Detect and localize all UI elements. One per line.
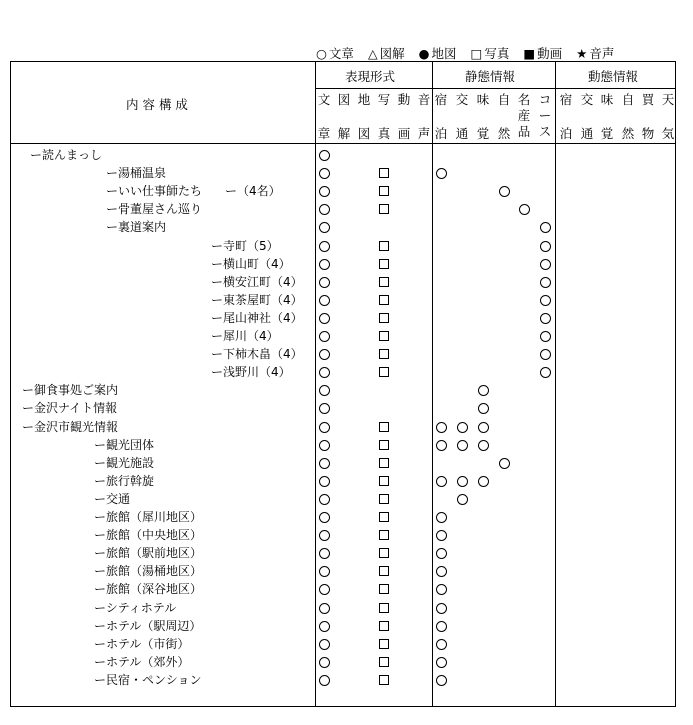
photo-mark [379,186,389,196]
header-divider [10,143,676,144]
photo-mark [379,675,389,685]
row-label: ー寺町（5） [211,238,279,253]
static-info-mark [436,548,447,559]
column-header-char: ス [538,124,552,139]
row-label: ー浅野川（4） [211,365,291,380]
photo-mark [379,331,389,341]
text-mark [319,584,330,595]
row-label: ー旅館（駅前地区） [94,546,203,561]
text-mark [319,621,330,632]
divider-static [432,61,433,707]
photo-mark [379,639,389,649]
photo-mark [379,657,389,667]
column-header-char: 名 [517,92,531,107]
text-mark [319,186,330,197]
static-info-mark [540,295,551,306]
row-label: ー交通 [94,491,131,506]
column-header-char: 図 [357,126,371,141]
row-label: ー湯桶温泉 [106,166,167,181]
static-info-mark [478,403,489,414]
static-info-mark [540,313,551,324]
column-header-char: 然 [621,126,635,141]
photo-mark [379,566,389,576]
static-info-mark [499,186,510,197]
text-mark [319,168,330,179]
text-mark [319,530,330,541]
static-info-mark [457,494,468,505]
static-info-mark [436,440,447,451]
column-header-char: 泊 [559,126,573,141]
legend-label: 写真 [484,46,510,61]
row-label: ー旅館（犀川地区） [94,510,203,524]
row-label: ー東茶屋町（4） [211,292,303,307]
photo-mark [379,313,389,323]
row-label: ー尾山神社（4） [211,310,303,325]
photo-mark [379,494,389,504]
column-header-char: 産 [517,108,531,123]
photo-mark [379,422,389,432]
column-header-char: 品 [517,124,531,139]
static-info-mark [436,476,447,487]
row-label: ー観光施設 [94,455,155,470]
static-info-mark [436,639,447,650]
static-info-mark [436,603,447,614]
row-label: ー下柿木畠（4） [211,347,303,362]
static-info-mark [540,277,551,288]
text-mark [319,657,330,668]
column-header-char: 交 [580,92,594,107]
legend-mark: □ [470,45,483,61]
column-header-char: 動 [397,92,411,107]
row-label: ー民宿・ペンション [94,672,202,687]
column-header-char: コ [538,92,552,107]
text-mark [319,422,330,433]
row-label: ー観光団体 [94,437,155,452]
row-label: ー読んまっし [30,148,103,162]
column-header-char: 真 [377,126,391,141]
text-mark [319,440,330,451]
column-header-char: 味 [476,92,490,107]
text-mark [319,639,330,650]
text-mark [319,241,330,252]
static-info-mark [457,422,468,433]
column-header-char: 通 [455,126,469,141]
photo-mark [379,168,389,178]
photo-mark [379,512,389,522]
photo-mark [379,440,389,450]
static-info-mark [457,476,468,487]
photo-mark [379,621,389,631]
column-header-char: 声 [417,126,431,141]
static-info-mark [478,476,489,487]
text-mark [319,494,330,505]
column-header-char: 宿 [559,92,573,107]
column-header-char: 味 [600,92,614,107]
static-info-mark [436,422,447,433]
text-mark [319,458,330,469]
column-header-char: 天 [661,92,675,107]
legend-item [316,44,354,62]
text-mark [319,204,330,215]
text-mark [319,259,330,270]
row-label: ー裏道案内 [106,220,167,235]
photo-mark [379,530,389,540]
static-info-mark [436,675,447,686]
legend-item [419,44,457,62]
static-info-mark [436,621,447,632]
photo-mark [379,584,389,594]
column-header-char: 章 [317,126,331,141]
static-info-mark [540,241,551,252]
legend-label: 地図 [431,46,457,61]
legend-label: 図解 [379,46,405,61]
header-dynamic: 動態情報 [588,69,639,84]
divider-expression [315,61,316,707]
row-label: ーシティホテル [94,600,177,615]
row-label: ー犀川（4） [211,329,279,343]
header-expression: 表現形式 [345,69,396,84]
photo-mark [379,548,389,558]
photo-mark [379,603,389,613]
row-label: ーホテル（郊外） [94,654,190,669]
text-mark [319,603,330,614]
row-label: ー横山町（4） [211,256,291,271]
row-label: ーいい仕事師たち [106,184,203,199]
text-mark [319,295,330,306]
text-mark [319,512,330,523]
column-header-char: 宿 [434,92,448,107]
column-header-char: 図 [337,92,351,107]
legend [316,44,614,62]
photo-mark [379,367,389,377]
static-info-mark [436,566,447,577]
legend-mark: ● [418,45,430,61]
column-header-char: 覚 [476,126,490,141]
static-info-mark [478,385,489,396]
text-mark [319,675,330,686]
column-header-char: 画 [397,126,411,141]
column-header-char: 買 [641,92,655,107]
row-extra: ー（4名） [225,184,281,199]
column-header-char: 解 [337,126,351,141]
text-mark [319,367,330,378]
legend-item [523,44,562,62]
text-mark [319,331,330,342]
column-header-char: 文 [317,92,331,107]
photo-mark [379,277,389,287]
legend-label: 文章 [328,46,354,61]
column-header-char: 物 [641,126,655,141]
row-label: ー骨董屋さん巡り [106,202,203,217]
static-info-mark [540,222,551,233]
legend-mark: ★ [576,45,588,61]
column-header-char: 気 [661,126,675,141]
text-mark [319,566,330,577]
legend-item [576,44,614,62]
text-mark [319,222,330,233]
static-info-mark [540,367,551,378]
legend-mark: ■ [523,45,536,61]
header-static: 静態情報 [465,69,516,84]
static-info-mark [436,168,447,179]
text-mark [319,313,330,324]
static-info-mark [436,584,447,595]
text-mark [319,150,330,161]
legend-label: 音声 [589,46,615,61]
column-header-char: 自 [497,92,511,107]
photo-mark [379,349,389,359]
row-label: ーホテル（駅周辺） [94,618,202,633]
photo-mark [379,458,389,468]
photo-mark [379,259,389,269]
row-label: ー御食事処ご案内 [22,383,119,398]
text-mark [319,349,330,360]
text-mark [319,548,330,559]
text-mark [319,403,330,414]
column-header-char: 地 [357,92,371,107]
text-mark [319,277,330,288]
static-info-mark [540,349,551,360]
legend-item [471,44,510,62]
row-label: ー金沢ナイト情報 [22,401,118,416]
column-header-char: 交 [455,92,469,107]
row-label: ー旅館（深谷地区） [94,582,203,597]
legend-mark: △ [367,45,378,61]
row-label: ー旅館（湯桶地区） [94,564,203,579]
static-info-mark [457,440,468,451]
text-mark [319,476,330,487]
divider-dynamic [555,61,556,707]
row-label: ー旅館（中央地区） [94,528,203,543]
column-header-char: 然 [497,126,511,141]
photo-mark [379,295,389,305]
row-label: ー金沢市観光情報 [22,419,119,434]
static-info-mark [540,331,551,342]
legend-item [368,44,405,62]
static-info-mark [540,259,551,270]
column-header-char: 写 [377,92,391,107]
static-info-mark [478,440,489,451]
column-header-char: 音 [417,92,431,107]
row-label: ー旅行斡旋 [94,473,155,488]
column-header-char: 覚 [600,126,614,141]
row-label: ーホテル（市街） [94,636,190,651]
column-header-char: 通 [580,126,594,141]
static-info-mark [519,204,530,215]
legend-label: 動画 [537,46,563,61]
static-info-mark [436,530,447,541]
row-label: ー横安江町（4） [211,274,303,289]
static-info-mark [436,512,447,523]
column-header-char: ー [538,108,552,123]
static-info-mark [436,657,447,668]
photo-mark [379,204,389,214]
column-header-char: 自 [621,92,635,107]
text-mark [319,385,330,396]
header-group-divider [315,88,676,89]
static-info-mark [478,422,489,433]
photo-mark [379,241,389,251]
static-info-mark [499,458,510,469]
header-content: 内 容 構 成 [126,97,188,112]
photo-mark [379,476,389,486]
legend-mark: ○ [316,45,327,61]
column-header-char: 泊 [434,126,448,141]
